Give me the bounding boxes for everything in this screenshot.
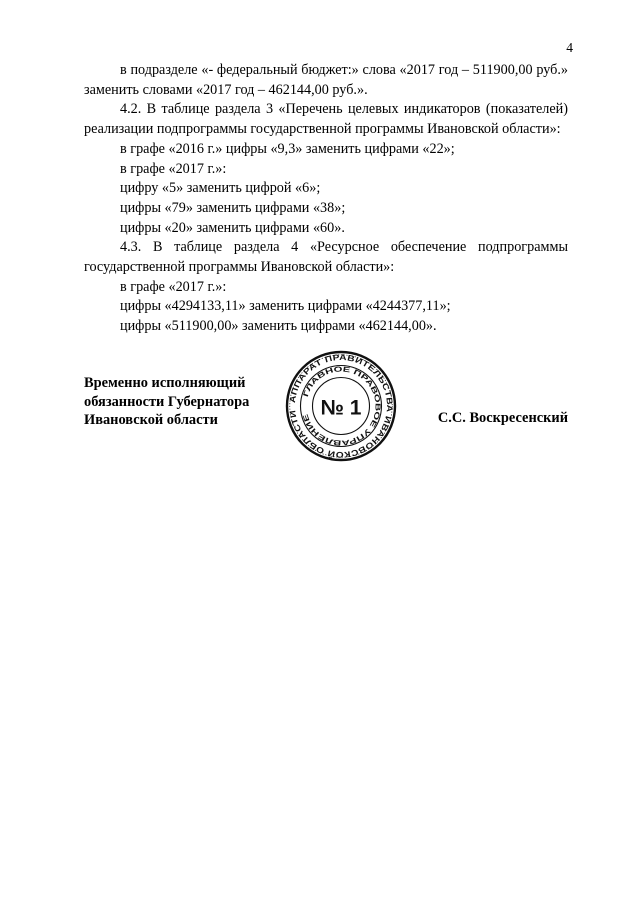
position-line: Временно исполняющий [84,375,246,391]
paragraph-section-3: 4.2. В таблице раздела 3 «Перечень целевых индикаторов (показателей) реализации подпрограммы государственной программы Ивановской области»: [84,101,568,138]
seal-inner-text: ГЛАВНОЕ ПРАВОВОЕ УПРАВЛЕНИЕ [300,364,383,448]
position-line: обязанности Губернатора [84,393,250,410]
document-body [84,61,568,337]
signatory-position [84,374,249,430]
signatory-name: С.С. Воскресенский [437,410,568,426]
paragraph-digits-511900: цифры «511900,00» заменить цифрами «462144,00». [120,318,437,335]
seal-center-number: № 1 [320,396,362,420]
page-number: 4 [566,40,573,55]
paragraph-section-4: 4.3. В таблице раздела 4 «Ресурсное обеспечение подпрограммы государственной программы Ивановской области»: [84,239,568,276]
paragraph-digits-4294133: цифры «4294133,11» заменить цифрами «4244377,11»; [120,298,451,315]
paragraph-federal-budget: в подразделе «- федеральный бюджет:» слова «2017 год – 511900,00 руб.» заменить словами «2017 год – 462144,00 руб.». [84,62,568,98]
paragraph-2017-column-b: в графе «2017 г.»: [120,278,227,295]
paragraph-2016-column: в графе «2016 г.» цифры «9,3» заменить цифрами «22»; [120,140,455,157]
position-line: Ивановской области [84,412,218,428]
paragraph-digits-20: цифры «20» заменить цифрами «60». [120,219,345,236]
paragraph-digits-79: цифры «79» заменить цифрами «38»; [120,199,346,216]
paragraph-2017-column-a: в графе «2017 г.»: [120,160,227,177]
seal-outer-text: АППАРАТ ПРАВИТЕЛЬСТВА ИВАНОВСКОЙ ОБЛАСТИ [288,352,395,460]
official-seal-stamp [285,350,397,462]
paragraph-digit-5: цифру «5» заменить цифрой «6»; [120,180,321,197]
